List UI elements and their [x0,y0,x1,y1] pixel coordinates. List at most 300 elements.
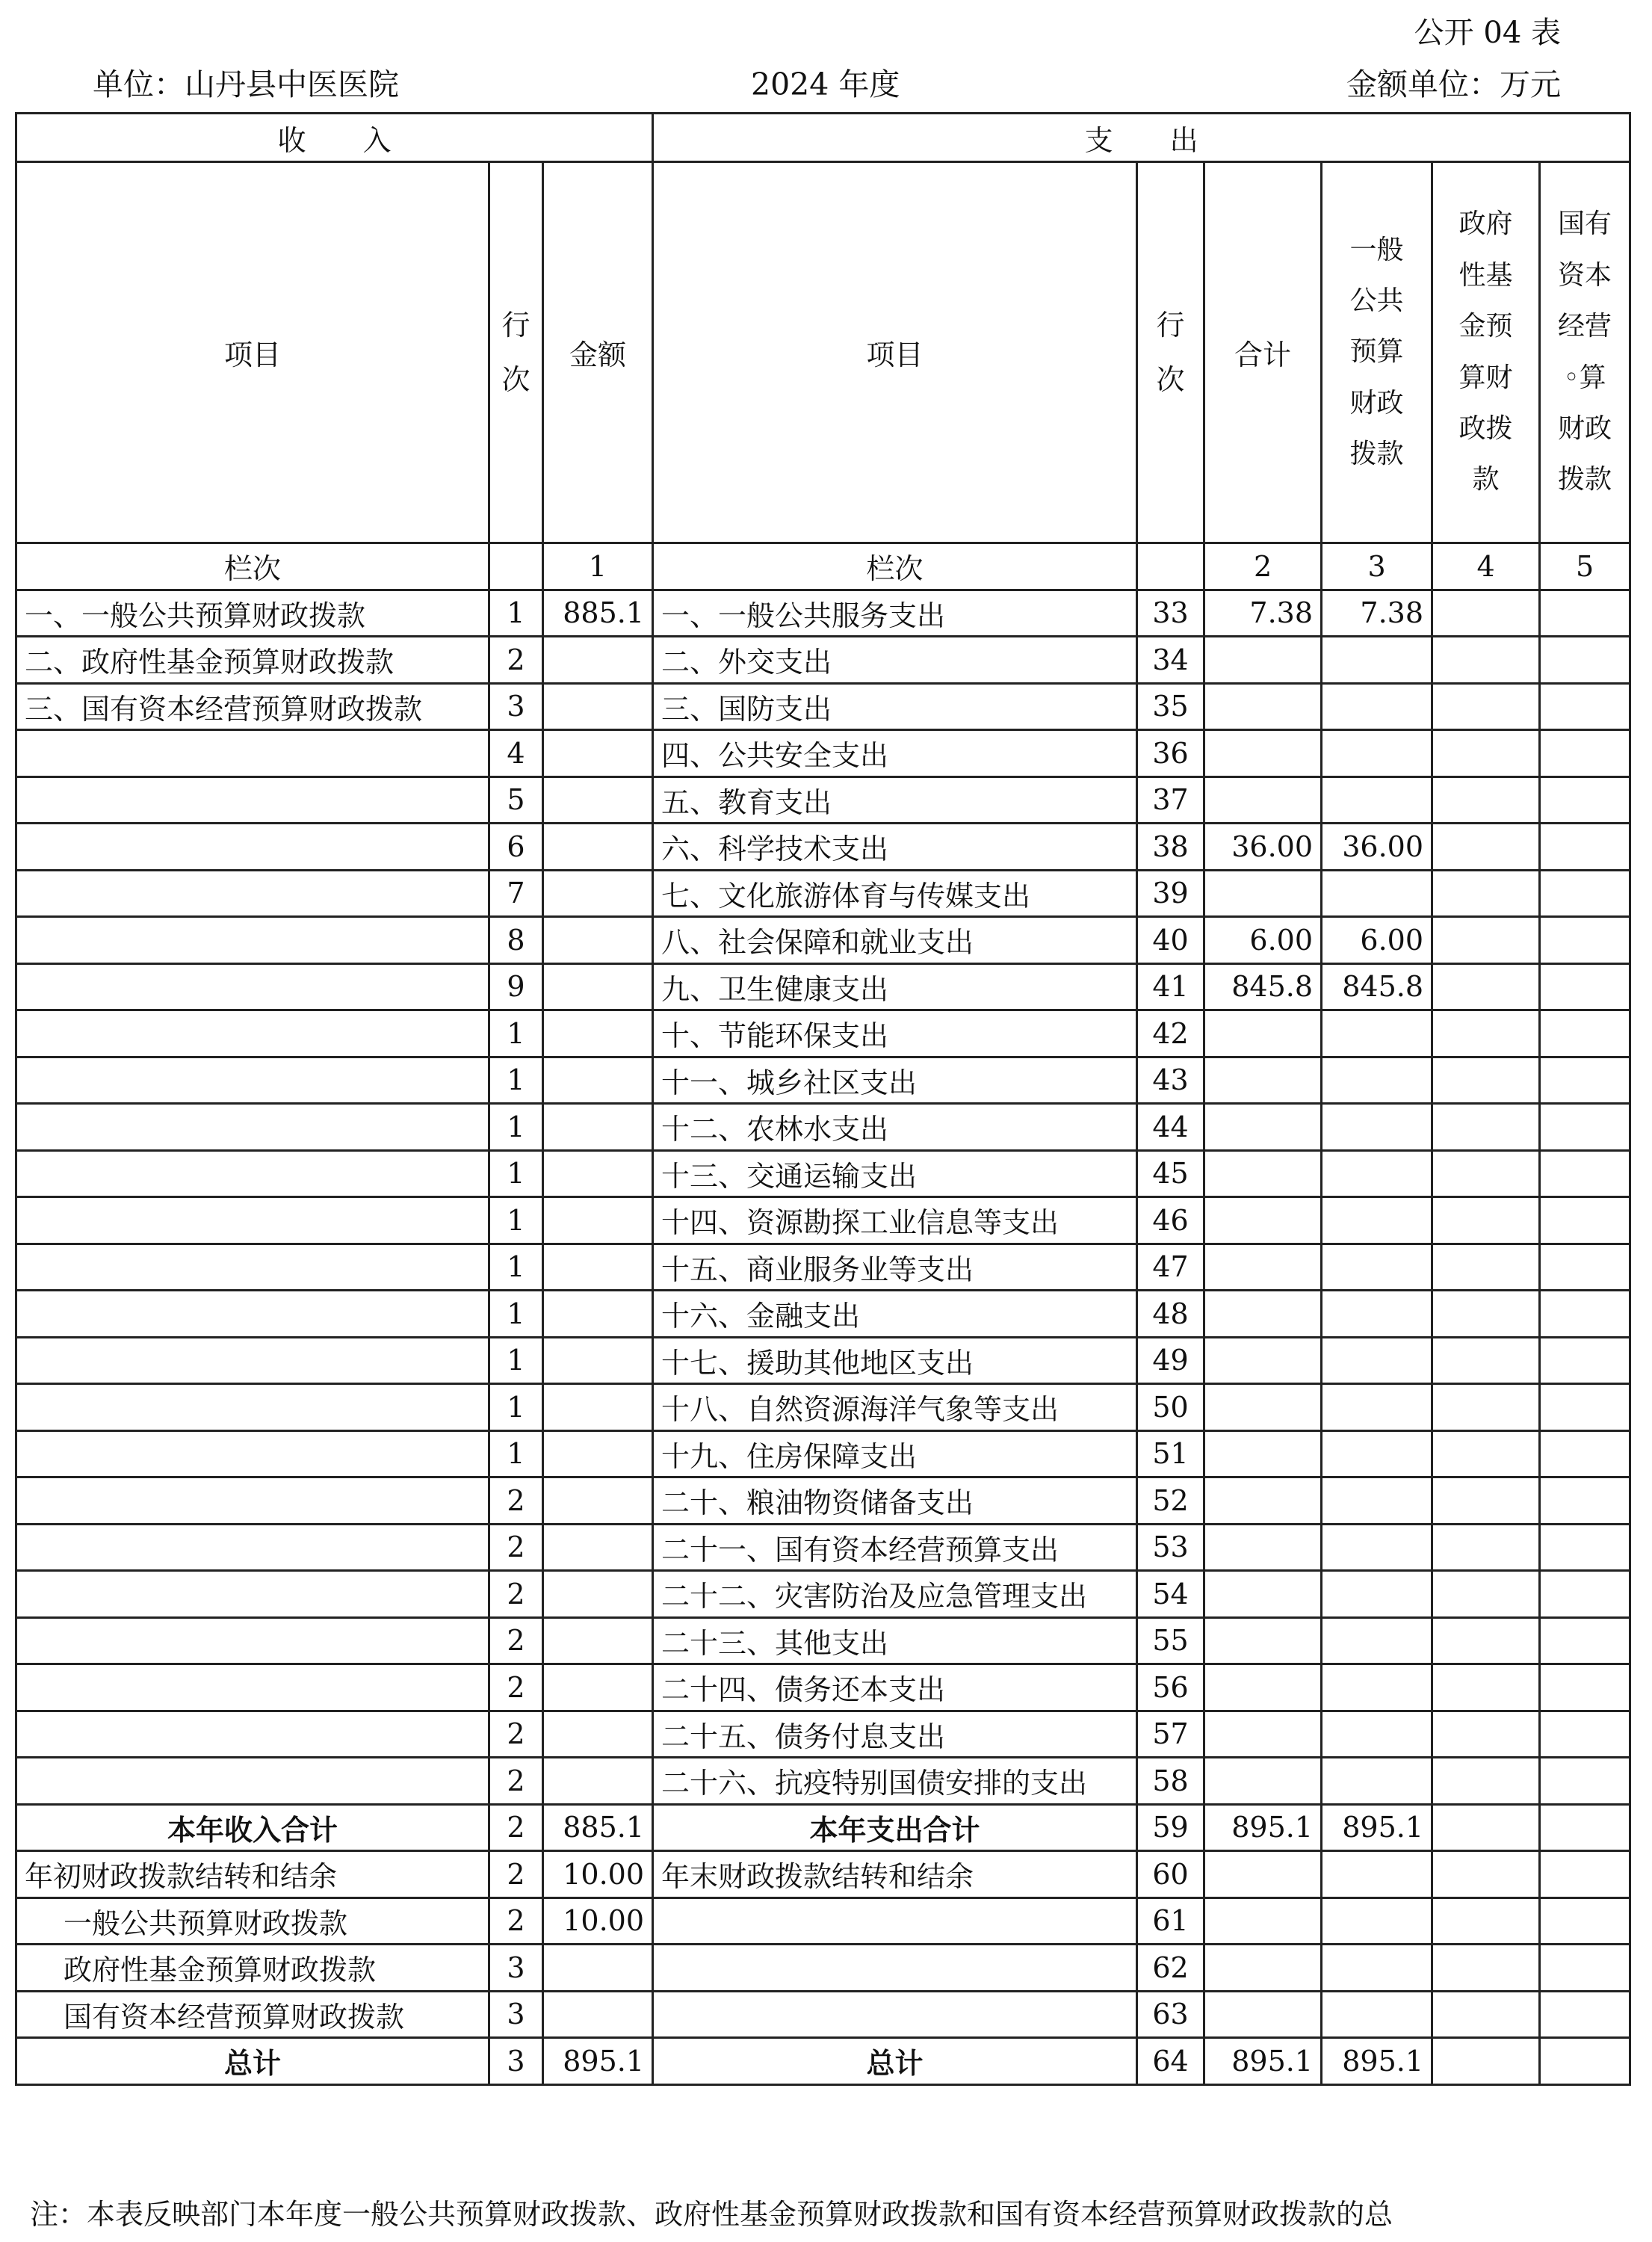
expense-total [1204,730,1322,777]
income-row-no: 3 [489,683,543,730]
income-amount [543,1711,653,1758]
expense-item: 十三、交通运输支出 [653,1150,1137,1197]
expense-item: 九、卫生健康支出 [653,963,1137,1010]
table-row [16,1664,1630,1711]
income-item [16,776,489,824]
income-item: 一般公共预算财政拨款 [16,1897,489,1945]
expense-general-budget [1322,1244,1432,1291]
income-item [16,730,489,777]
expense-gov-fund [1432,1851,1540,1898]
income-item: 三、国有资本经营预算财政拨款 [16,683,489,730]
expense-row-no: 40 [1137,917,1204,964]
expense-state-capital [1540,1524,1630,1571]
expense-state-capital [1540,1150,1630,1197]
expense-general-budget [1322,1057,1432,1104]
header-gov-fund-text: 政府性基金预算财政拨款 [1458,209,1513,495]
income-row-no: 1 [489,1291,543,1338]
expense-state-capital [1540,683,1630,730]
expense-state-capital [1540,1057,1630,1104]
expense-row-no: 49 [1137,1337,1204,1384]
expense-item: 六、科学技术支出 [653,824,1137,871]
table-row [16,1571,1630,1618]
header-income-item: 项目 [16,162,489,543]
income-amount [543,1337,653,1384]
income-amount [543,1244,653,1291]
table-row [16,1524,1630,1571]
income-row-no: 1 [489,1150,543,1197]
expense-state-capital [1540,590,1630,637]
expense-total: 895.1 [1204,2038,1322,2085]
expense-gov-fund [1432,1384,1540,1431]
expense-total [1204,637,1322,684]
header-expense-row-no [1137,162,1204,543]
expense-gov-fund [1432,1244,1540,1291]
expense-row-no: 41 [1137,963,1204,1010]
expense-gov-fund [1432,1571,1540,1618]
expense-general-budget [1322,870,1432,917]
column-index-row [16,543,1630,590]
expense-item: 二十六、抗疫特别国债安排的支出 [653,1758,1137,1805]
expense-row-no: 52 [1137,1477,1204,1525]
income-item: 总计 [16,2038,489,2085]
expense-general-budget [1322,1197,1432,1244]
expense-total [1204,1991,1322,2038]
income-item [16,824,489,871]
income-amount [543,824,653,871]
income-amount [543,1991,653,2038]
expense-general-budget [1322,1150,1432,1197]
income-row-no: 1 [489,590,543,637]
expense-gov-fund [1432,1804,1540,1851]
expense-general-budget [1322,1291,1432,1338]
expense-state-capital [1540,1897,1630,1945]
income-amount [543,1758,653,1805]
expense-total [1204,1057,1322,1104]
index-c1: 1 [543,543,653,590]
table-row [16,637,1630,684]
expense-total [1204,1617,1322,1664]
table-row [16,1851,1630,1898]
income-amount [543,1057,653,1104]
expense-general-budget [1322,1617,1432,1664]
header-state-capital [1540,162,1630,543]
table-row [16,1804,1630,1851]
expense-item: 二十五、债务付息支出 [653,1711,1137,1758]
income-item [16,1430,489,1477]
income-row-no: 2 [489,1711,543,1758]
income-amount [543,1571,653,1618]
expense-gov-fund [1432,1197,1540,1244]
income-item [16,1477,489,1525]
index-c2: 2 [1204,543,1322,590]
expense-general-budget [1322,1758,1432,1805]
expense-state-capital [1540,1945,1630,1992]
index-label2: 栏次 [653,543,1137,590]
expense-general-budget [1322,1430,1432,1477]
expense-total [1204,1337,1322,1384]
header-income-row-no-text: 行次 [501,309,530,396]
expense-gov-fund [1432,1991,1540,2038]
expense-row-no: 58 [1137,1758,1204,1805]
income-amount [543,1524,653,1571]
table-row [16,1197,1630,1244]
expense-gov-fund [1432,1430,1540,1477]
budget-table [15,112,1631,2086]
expense-total [1204,1945,1322,1992]
table-row [16,1104,1630,1151]
index-empty2 [1137,543,1204,590]
income-item: 本年收入合计 [16,1804,489,1851]
income-item [16,1664,489,1711]
expense-row-no: 46 [1137,1197,1204,1244]
index-c5: 5 [1540,543,1630,590]
expense-row-no: 63 [1137,1991,1204,2038]
amount-unit-label: 金额单位：万元 [1346,67,1561,102]
income-item [16,1104,489,1151]
expense-total [1204,1477,1322,1525]
expense-total [1204,1384,1322,1431]
expense-row-no: 51 [1137,1430,1204,1477]
expense-state-capital [1540,917,1630,964]
section-header-row [16,114,1630,162]
table-row [16,2038,1630,2085]
expense-gov-fund [1432,1337,1540,1384]
income-amount [543,963,653,1010]
table-row [16,1991,1630,2038]
income-amount [543,1010,653,1057]
section-income: 收 入 [16,114,653,162]
expense-row-no: 54 [1137,1571,1204,1618]
expense-row-no: 34 [1137,637,1204,684]
expense-item: 二十三、其他支出 [653,1617,1137,1664]
income-item [16,1337,489,1384]
expense-state-capital [1540,776,1630,824]
expense-gov-fund [1432,1945,1540,1992]
expense-item [653,1897,1137,1945]
income-amount [543,870,653,917]
expense-row-no: 47 [1137,1244,1204,1291]
expense-state-capital [1540,1617,1630,1664]
income-row-no: 2 [489,1851,543,1898]
expense-general-budget [1322,776,1432,824]
table-row [16,1384,1630,1431]
expense-general-budget [1322,1337,1432,1384]
header-state-capital-text: 国有资本经营◦算财政拨款 [1558,209,1612,495]
expense-gov-fund [1432,1150,1540,1197]
table-row [16,590,1630,637]
income-amount: 10.00 [543,1851,653,1898]
income-amount: 10.00 [543,1897,653,1945]
expense-general-budget: 7.38 [1322,590,1432,637]
expense-total: 6.00 [1204,917,1322,964]
expense-item: 七、文化旅游体育与传媒支出 [653,870,1137,917]
expense-total [1204,870,1322,917]
income-amount [543,730,653,777]
table-row [16,870,1630,917]
income-row-no: 2 [489,1758,543,1805]
income-row-no: 6 [489,824,543,871]
table-row [16,1150,1630,1197]
expense-gov-fund [1432,870,1540,917]
income-item [16,1524,489,1571]
income-row-no: 2 [489,1617,543,1664]
expense-general-budget [1322,1477,1432,1525]
table-row [16,1430,1630,1477]
table-row [16,730,1630,777]
expense-total [1204,1524,1322,1571]
expense-row-no: 53 [1137,1524,1204,1571]
expense-general-budget [1322,1384,1432,1431]
income-amount [543,1197,653,1244]
expense-row-no: 57 [1137,1711,1204,1758]
expense-total [1204,1571,1322,1618]
table-row [16,1010,1630,1057]
expense-general-budget [1322,1851,1432,1898]
expense-state-capital [1540,963,1630,1010]
income-row-no: 2 [489,1897,543,1945]
expense-row-no: 56 [1137,1664,1204,1711]
expense-gov-fund [1432,1291,1540,1338]
expense-gov-fund [1432,1477,1540,1525]
table-row [16,1291,1630,1338]
expense-total: 845.8 [1204,963,1322,1010]
income-row-no: 3 [489,2038,543,2085]
expense-gov-fund [1432,1617,1540,1664]
expense-item: 十、节能环保支出 [653,1010,1137,1057]
table-row [16,683,1630,730]
expense-general-budget [1322,1897,1432,1945]
income-row-no: 7 [489,870,543,917]
expense-state-capital [1540,2038,1630,2085]
expense-state-capital [1540,1291,1630,1338]
income-row-no: 1 [489,1057,543,1104]
expense-item: 十二、农林水支出 [653,1104,1137,1151]
year-label: 2024 年度 [751,67,900,102]
expense-item: 四、公共安全支出 [653,730,1137,777]
income-amount [543,1291,653,1338]
income-amount [543,1477,653,1525]
income-row-no: 1 [489,1197,543,1244]
expense-item: 二十四、债务还本支出 [653,1664,1137,1711]
expense-state-capital [1540,1571,1630,1618]
table-row [16,1897,1630,1945]
expense-gov-fund [1432,917,1540,964]
income-row-no: 2 [489,1477,543,1525]
income-item [16,1057,489,1104]
expense-state-capital [1540,1664,1630,1711]
expense-item: 十五、商业服务业等支出 [653,1244,1137,1291]
expense-gov-fund [1432,1711,1540,1758]
expense-general-budget [1322,637,1432,684]
expense-state-capital [1540,1758,1630,1805]
income-item [16,1617,489,1664]
header-income-amount: 金额 [543,162,653,543]
income-amount: 895.1 [543,2038,653,2085]
table-row [16,963,1630,1010]
expense-item: 三、国防支出 [653,683,1137,730]
expense-item: 八、社会保障和就业支出 [653,917,1137,964]
expense-row-no: 43 [1137,1057,1204,1104]
expense-total [1204,1430,1322,1477]
income-item [16,1010,489,1057]
header-expense-row-no-text: 行次 [1156,309,1185,396]
expense-gov-fund [1432,730,1540,777]
unit-label: 单位：山丹县中医医院 [93,67,399,102]
expense-general-budget: 6.00 [1322,917,1432,964]
expense-general-budget [1322,1945,1432,1992]
expense-general-budget [1322,1571,1432,1618]
expense-total [1204,1150,1322,1197]
income-row-no: 2 [489,1664,543,1711]
income-row-no: 2 [489,1571,543,1618]
expense-state-capital [1540,1991,1630,2038]
expense-gov-fund [1432,1758,1540,1805]
income-row-no: 8 [489,917,543,964]
expense-state-capital [1540,1477,1630,1525]
header-general-budget [1322,162,1432,543]
income-amount [543,1664,653,1711]
expense-item: 五、教育支出 [653,776,1137,824]
expense-state-capital [1540,1384,1630,1431]
expense-item: 一、一般公共服务支出 [653,590,1137,637]
expense-general-budget [1322,1010,1432,1057]
table-row [16,1057,1630,1104]
table-row [16,917,1630,964]
index-c3: 3 [1322,543,1432,590]
income-row-no: 1 [489,1430,543,1477]
table-row [16,1337,1630,1384]
expense-item: 二十二、灾害防治及应急管理支出 [653,1571,1137,1618]
expense-total [1204,1010,1322,1057]
income-item [16,1244,489,1291]
expense-row-no: 35 [1137,683,1204,730]
income-row-no: 1 [489,1244,543,1291]
income-row-no: 1 [489,1010,543,1057]
table-row [16,776,1630,824]
expense-general-budget: 36.00 [1322,824,1432,871]
column-header-row [16,162,1630,543]
expense-item [653,1991,1137,2038]
expense-gov-fund [1432,1524,1540,1571]
income-item [16,963,489,1010]
income-row-no: 2 [489,1524,543,1571]
income-item: 国有资本经营预算财政拨款 [16,1991,489,2038]
header-total: 合计 [1204,162,1322,543]
expense-row-no: 59 [1137,1804,1204,1851]
expense-state-capital [1540,1851,1630,1898]
expense-state-capital [1540,637,1630,684]
income-row-no: 1 [489,1384,543,1431]
expense-gov-fund [1432,1010,1540,1057]
expense-state-capital [1540,1430,1630,1477]
expense-gov-fund [1432,683,1540,730]
income-amount [543,776,653,824]
income-amount: 885.1 [543,1804,653,1851]
expense-item: 十四、资源勘探工业信息等支出 [653,1197,1137,1244]
expense-total [1204,1104,1322,1151]
expense-item: 二十、粮油物资储备支出 [653,1477,1137,1525]
table-row [16,1945,1630,1992]
income-item [16,870,489,917]
expense-total [1204,1291,1322,1338]
income-item: 政府性基金预算财政拨款 [16,1945,489,1992]
index-empty [489,543,543,590]
expense-gov-fund [1432,1104,1540,1151]
expense-row-no: 55 [1137,1617,1204,1664]
table-row [16,1758,1630,1805]
table-row [16,1617,1630,1664]
header-general-budget-text: 一般公共预算财政拨款 [1349,234,1404,470]
expense-general-budget [1322,730,1432,777]
expense-gov-fund [1432,1057,1540,1104]
expense-general-budget: 895.1 [1322,1804,1432,1851]
expense-total [1204,776,1322,824]
expense-item: 十八、自然资源海洋气象等支出 [653,1384,1137,1431]
expense-total [1204,683,1322,730]
expense-total [1204,1197,1322,1244]
income-amount [543,917,653,964]
income-amount [543,1150,653,1197]
expense-general-budget [1322,1664,1432,1711]
expense-item: 总计 [653,2038,1137,2085]
expense-general-budget [1322,1711,1432,1758]
expense-item: 十六、金融支出 [653,1291,1137,1338]
table-row [16,1711,1630,1758]
expense-state-capital [1540,1104,1630,1151]
expense-item: 十七、援助其他地区支出 [653,1337,1137,1384]
header-gov-fund [1432,162,1540,543]
expense-state-capital [1540,1711,1630,1758]
income-item [16,1711,489,1758]
expense-row-no: 48 [1137,1291,1204,1338]
expense-row-no: 36 [1137,730,1204,777]
expense-row-no: 39 [1137,870,1204,917]
doc-code: 公开 04 表 [1414,16,1561,50]
expense-total [1204,1897,1322,1945]
expense-total [1204,1664,1322,1711]
income-row-no: 3 [489,1991,543,2038]
expense-state-capital [1540,1337,1630,1384]
expense-gov-fund [1432,590,1540,637]
income-item: 一、一般公共预算财政拨款 [16,590,489,637]
table-row [16,1477,1630,1525]
income-row-no: 2 [489,1804,543,1851]
expense-gov-fund [1432,2038,1540,2085]
expense-item: 本年支出合计 [653,1804,1137,1851]
expense-general-budget [1322,1991,1432,2038]
income-row-no: 1 [489,1104,543,1151]
income-row-no: 5 [489,776,543,824]
expense-row-no: 50 [1137,1384,1204,1431]
income-item [16,1291,489,1338]
section-expense: 支 出 [653,114,1630,162]
expense-row-no: 37 [1137,776,1204,824]
expense-item: 二十一、国有资本经营预算支出 [653,1524,1137,1571]
expense-gov-fund [1432,1897,1540,1945]
expense-state-capital [1540,1244,1630,1291]
expense-state-capital [1540,1804,1630,1851]
expense-general-budget [1322,683,1432,730]
expense-row-no: 45 [1137,1150,1204,1197]
expense-gov-fund [1432,963,1540,1010]
expense-row-no: 44 [1137,1104,1204,1151]
expense-gov-fund [1432,637,1540,684]
expense-item: 二、外交支出 [653,637,1137,684]
expense-item [653,1945,1137,1992]
expense-total [1204,1758,1322,1805]
index-c4: 4 [1432,543,1540,590]
footnote: 注：本表反映部门本年度一般公共预算财政拨款、政府性基金预算财政拨款和国有资本经营预算财政拨款的总 [30,2198,1393,2231]
